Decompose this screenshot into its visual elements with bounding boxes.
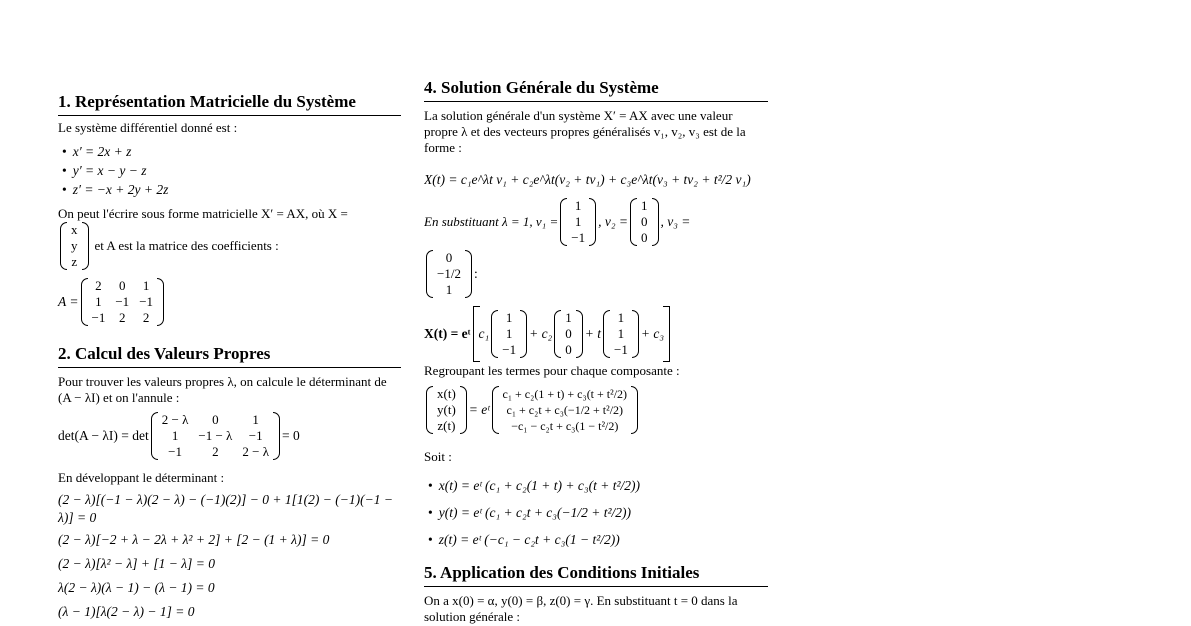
v3-row — [424, 250, 478, 298]
c1-label: c₁ — [478, 326, 490, 341]
section-2-intro: Pour trouver les valeurs propres λ, on calcule le déterminant de (A − λI) et on l'annule : — [58, 374, 387, 405]
matrix-a-row — [58, 278, 166, 326]
component-matrix-row — [424, 386, 640, 434]
det-equals: = 0 — [282, 428, 300, 443]
solution-y: • y(t) = eᵗ (c₁ + c₂t + c₃(−1/2 + t²/2)) — [428, 499, 640, 526]
dev-text: En développant le déterminant : — [58, 470, 225, 485]
solution-z: • z(t) = eᵗ (−c₁ − c₂t + c₃(1 − t²/2)) — [428, 526, 640, 553]
right-column — [424, 0, 768, 626]
det-matrix: 2 − λ 0 1 1 −1 − λ −1 −1 2 2 − λ — [151, 412, 280, 460]
x-vector-row — [58, 222, 279, 270]
section-1-title: 1. Représentation Matricielle du Système — [58, 92, 401, 116]
xyz-vector: x(t) y(t) z(t) — [426, 386, 467, 434]
expansion-line-4: λ(2 − λ)(λ − 1) − (λ − 1) = 0 — [58, 580, 215, 595]
x-vector: x y z — [60, 222, 89, 270]
section-5-text: On a x(0) = α, y(0) = β, z(0) = γ. En substituant t = 0 dans la solution générale : — [424, 593, 738, 624]
section-1-intro: Le système différentiel donné est : — [58, 120, 238, 135]
section-5-title: 5. Application des Conditions Initiales — [424, 563, 768, 587]
system-equations — [62, 142, 168, 199]
v2-vector: 1 0 0 — [630, 198, 659, 246]
matrix-a: 2 0 1 1 −1 −1 −1 2 2 — [81, 278, 165, 326]
colon: : — [473, 266, 478, 281]
expansion-line-1: (2 − λ)[(−1 − λ)(2 − λ) − (−1)(2)] − 0 + 1[1(2) − (−1)(−1 − λ)] = 0 — [58, 492, 393, 525]
soit-text: Soit : — [424, 449, 452, 464]
eq-et: = eᵗ — [468, 402, 490, 417]
v1-in-solution: 1 1 −1 — [491, 310, 527, 358]
equation-z: • z′ = −x + 2y + 2z — [62, 180, 168, 199]
a-label: A = — [58, 294, 79, 309]
equation-y: • y′ = x − y − z — [62, 161, 168, 180]
solution-list — [428, 472, 640, 553]
bracket-expression — [473, 306, 670, 362]
equation-x: • x′ = 2x + z — [62, 142, 168, 161]
section-2-title: 2. Calcul des Valeurs Propres — [58, 344, 401, 368]
substitution-row — [424, 198, 690, 246]
c2-label: + c₂ — [529, 326, 553, 341]
det-label: det(A − λI) = det — [58, 428, 149, 443]
v3-vector: 0 −1/2 1 — [426, 250, 472, 298]
matrix-form-text: On peut l'écrire sous forme matricielle X′ = AX, où X = — [58, 206, 348, 221]
regroup-text: Regroupant les termes pour chaque composante : — [424, 363, 680, 378]
x-expanded-row — [424, 306, 672, 362]
plus-t: + t — [584, 326, 601, 341]
v1-vector: 1 1 −1 — [560, 198, 596, 246]
determinant-row — [58, 412, 300, 460]
solution-x: • x(t) = eᵗ (c₁ + c₂(1 + t) + c₃(t + t²/2)) — [428, 472, 640, 499]
v3-label: , v₃ = — [660, 214, 691, 229]
expansion-line-2: (2 − λ)[−2 + λ − 2λ + λ² + 2] + [2 − (1 + λ)] = 0 — [58, 532, 330, 547]
section-4-title: 4. Solution Générale du Système — [424, 78, 768, 102]
v2-in-solution: 1 0 0 — [554, 310, 583, 358]
subst-text: En substituant λ = 1, v₁ = — [424, 214, 559, 229]
v1-repeat: 1 1 −1 — [603, 310, 639, 358]
expansion-line-3: (2 − λ)[λ² − λ] + [1 − λ] = 0 — [58, 556, 215, 571]
c3-label: + c₃ — [640, 326, 665, 341]
expansion-line-5: (λ − 1)[λ(2 − λ) − 1] = 0 — [58, 604, 195, 619]
x-label: X(t) = eᵗ — [424, 326, 471, 341]
general-solution: X(t) = c₁e^λt v₁ + c₂e^λt(v₂ + tv₁) + c₃e^λt(v₃ + tv₂ + t²/2 v₁) — [424, 172, 751, 187]
component-vector: c₁ + c₂(1 + t) + c₃(t + t²/2) c₁ + c₂t + c₃(−1/2 + t²/2) −c₁ − c₂t + c₃(1 − t²/2) — [492, 386, 639, 434]
section-4-intro: La solution générale d'un système X′ = AX avec une valeur propre λ et des vecteurs propres généralisés v₁, v₂, v₃ est de la forme : — [424, 108, 746, 155]
matrix-coeff-text: et A est la matrice des coefficients : — [94, 238, 279, 253]
v2-label: , v₂ = — [598, 214, 628, 229]
